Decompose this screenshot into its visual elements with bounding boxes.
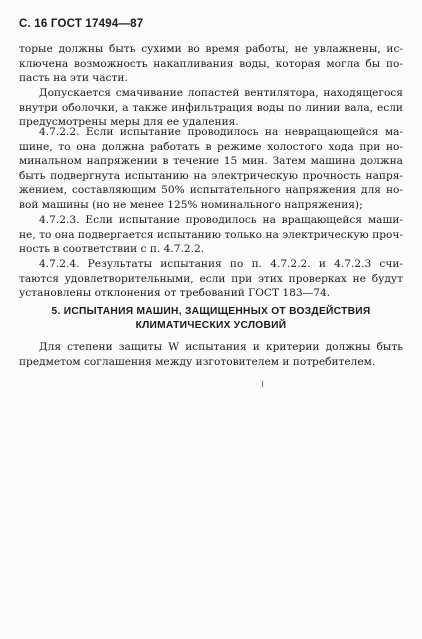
paragraph-fan-wetting: [19, 86, 403, 130]
text-line: ключена возможность накапливания воды, которая могла бы по-: [19, 57, 403, 70]
text-line: предусмотрены меры для ее удаления.: [19, 116, 239, 129]
text-line: не, то она подвергается испытанию только на электрическую проч-: [19, 228, 403, 241]
text-line: предметом соглашения между изготовителем и потребителем.: [19, 355, 376, 368]
text-line: внутри оболочки, а также инфильтрация воды по линии вала, если: [19, 101, 403, 114]
text-line: установлены отклонения от требований ГОСТ 183—74.: [19, 287, 331, 300]
text-line: шине, то она должна работать в режиме холостого хода при но-: [19, 140, 403, 153]
paragraph-4-7-2-3: [19, 213, 403, 257]
text-line: жением, составляющим 50% испытательного напряжения для но-: [19, 184, 403, 197]
text-line: торые должны быть сухими во время работы, не увлажнены, ис-: [19, 43, 403, 55]
text-line: 4.7.2.2. Если испытание проводилось на невращающейся ма-: [39, 126, 403, 138]
text-line: Для степени защиты W испытания и критерии должны быть: [39, 341, 403, 353]
heading-line: 5. ИСПЫТАНИЯ МАШИН, ЗАЩИЩЕННЫХ ОТ ВОЗДЕЙСТВИЯ: [51, 306, 371, 317]
heading-line: КЛИМАТИЧЕСКИХ УСЛОВИЙ: [135, 320, 287, 331]
text-line: ность в соответствии с п. 4.7.2.2.: [19, 243, 205, 256]
page-header: С. 16 ГОСТ 17494—87: [19, 18, 144, 30]
paragraph-continuation: [19, 42, 403, 86]
text-line: вой машины (но не менее 125% номинального напряжения);: [19, 198, 363, 211]
text-line: 4.7.2.4. Результаты испытания по п. 4.7.2.2. и 4.7.2.3 счи-: [39, 258, 403, 270]
text-line: 4.7.2.3. Если испытание проводилось на вращающейся маши-: [39, 214, 403, 226]
text-line: Допускается смачивание лопастей вентилятора, находящегося: [39, 87, 403, 99]
text-line: пасть на эти части.: [19, 72, 128, 85]
paragraph-4-7-2-2: [19, 125, 403, 213]
text-line: таются удовлетворительными, если при этих проверках не будут: [19, 272, 403, 285]
scan-speck: [262, 381, 263, 387]
paragraph-degree-w: [19, 340, 403, 369]
text-line: быть подвергнута испытанию на электрическую прочность напря-: [19, 169, 403, 182]
paragraph-4-7-2-4: [19, 257, 403, 301]
section-heading: [19, 305, 403, 333]
text-line: минальном напряжении в течение 15 мин. Затем машина должна: [19, 155, 403, 168]
